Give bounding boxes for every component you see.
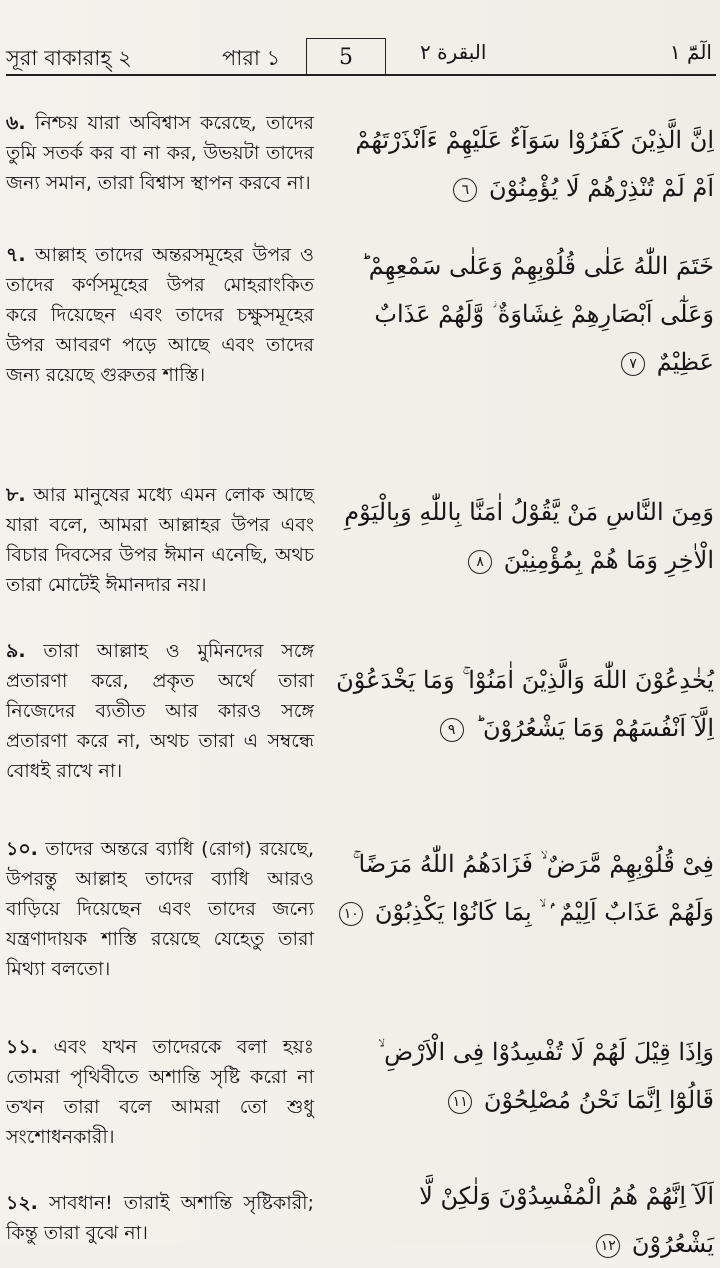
verse-text: নিশ্চয় যারা অবিশ্বাস করেছে, তাদের তুমি সতর্ক কর বা না কর, উভয়টা তাদের জন্য সমান, তারা বিশ্বাস স্থাপন করবে না। bbox=[6, 112, 314, 194]
ar-verse-11 bbox=[330, 1028, 714, 1124]
verse-number: ৯. bbox=[6, 640, 26, 662]
bn-verse-9 bbox=[6, 636, 314, 786]
verse-number: ৮. bbox=[6, 484, 26, 506]
header-divider bbox=[6, 74, 716, 76]
bn-verse-10 bbox=[6, 834, 314, 984]
verse-number: ৭. bbox=[6, 244, 26, 266]
arabic-verse-text: اِنَّ الَّذِيْنَ كَفَرُوْا سَوَآءٌ عَلَيْهِمْ ءَاَنْذَرْتَهُمْ اَمْ لَمْ تُنْذِرْهُمْ لَا يُؤْمِنُوْنَ bbox=[355, 126, 714, 202]
ar-verse-8 bbox=[330, 488, 714, 584]
ayah-number-marker: ١١ bbox=[448, 1090, 472, 1114]
verse-number: ১১. bbox=[6, 1036, 38, 1058]
verse-text: আল্লাহ তাদের অন্তরসমূহের উপর ও তাদের কর্ণসমূহের উপর মোহরাংকিত করে দিয়েছেন এবং তাদের চক্ষুসমূহের উপর আবরণ পড়ে আছে এবং তাদের জন্য রয়েছে গুরুতর শাস্তি। bbox=[6, 244, 315, 386]
verse-number: ১০. bbox=[6, 838, 38, 860]
surah-name: সূরা বাকারাহ্‌ ২ bbox=[6, 46, 132, 70]
ayah-number-marker: ٧ bbox=[621, 352, 645, 376]
page-header bbox=[0, 36, 720, 78]
ayah-number-marker: ٨ bbox=[468, 550, 492, 574]
ar-verse-10 bbox=[330, 840, 714, 936]
para-label: পারা ১ bbox=[222, 46, 281, 70]
arabic-verse-text: فِىْ قُلُوْبِهِمْ مَّرَضٌ ۙ فَزَادَهُمُ اللّٰهُ مَرَضًا ۚ وَلَهُمْ عَذَابٌ اَلِيْمٌ ۢ ۙ بِمَا كَانُوْا يَكْذِبُوْنَ bbox=[352, 850, 714, 926]
verse-text: সাবধান! তারাই অশান্তি সৃষ্টিকারী; কিন্তু তারা বুঝে না। bbox=[6, 1192, 315, 1244]
ayah-number-marker: ٩ bbox=[440, 718, 464, 742]
bn-verse-8 bbox=[6, 480, 314, 600]
ayah-number-marker: ٦ bbox=[453, 178, 477, 202]
arabic-verse-text: وَمِنَ النَّاسِ مَنْ يَّقُوْلُ اٰمَنَّا بِاللّٰهِ وَبِالْيَوْمِ الْاٰخِرِ وَمَا هُمْ بِمُؤْمِنِيْنَ bbox=[344, 498, 714, 574]
ar-verse-6 bbox=[330, 116, 714, 212]
arabic-verse-text: خَتَمَ اللّٰهُ عَلٰى قُلُوْبِهِمْ وَعَلٰى سَمْعِهِمْ ؕ وَعَلٰٓى اَبْصَارِهِمْ غِشَاوَةٌ ؗ وَّلَهُمْ عَذَابٌ عَظِيْمٌ bbox=[361, 252, 714, 376]
ayah-number-marker: ١٠ bbox=[339, 902, 363, 926]
verse-text: তাদের অন্তরে ব্যাধি (রোগ) রয়েছে, উপরন্তু আল্লাহ তাদের ব্যাধি আরও বাড়িয়ে দিয়েছেন এবং তাদের জন্যে যন্ত্রণাদায়ক শাস্তি রয়েছে যেহেতু তারা মিথ্যা বলতো। bbox=[6, 838, 314, 980]
ar-verse-9 bbox=[330, 656, 714, 752]
bn-verse-6 bbox=[6, 108, 314, 198]
verse-text: এবং যখন তাদেরকে বলা হয়ঃ তোমরা পৃথিবীতে অশান্তি সৃষ্টি করো না তখন তারা বলে আমরা তো শুধু সংশোধনকারী। bbox=[6, 1036, 315, 1148]
page-number: 5 bbox=[306, 38, 386, 75]
verse-number: ৬. bbox=[6, 112, 26, 134]
ar-verse-7 bbox=[330, 242, 714, 386]
bn-verse-11 bbox=[6, 1032, 314, 1152]
bn-verse-12 bbox=[6, 1188, 314, 1248]
verse-text: আর মানুষের মধ্যে এমন লোক আছে যারা বলে, আমরা আল্লাহর উপর এবং বিচার দিবসের উপর ঈমান এনেছি, অথচ তারা মোটেই ঈমানদার নয়। bbox=[6, 484, 314, 596]
verse-number: ১২. bbox=[6, 1192, 38, 1214]
arabic-surah-name: البقرة ٢ bbox=[420, 40, 487, 64]
ar-verse-12 bbox=[330, 1172, 714, 1268]
arabic-juz-label: الٓمّٓ ١ bbox=[669, 40, 712, 64]
arabic-verse-text: وَاِذَا قِيْلَ لَهُمْ لَا تُفْسِدُوْا فِى الْاَرْضِ ۙ قَالُوْٓا اِنَّمَا نَحْنُ مُصْلِحُوْنَ bbox=[378, 1038, 714, 1114]
arabic-verse-text: يُخٰدِعُوْنَ اللّٰهَ وَالَّذِيْنَ اٰمَنُوْا ۚ وَمَا يَخْدَعُوْنَ اِلَّآ اَنْفُسَهُمْ وَمَا يَشْعُرُوْنَ ؕ bbox=[336, 666, 714, 742]
ayah-number-marker: ١٢ bbox=[596, 1234, 620, 1258]
bn-verse-7 bbox=[6, 240, 314, 390]
arabic-verse-text: اَلَآ اِنَّهُمْ هُمُ الْمُفْسِدُوْنَ وَلٰكِنْ لَّا يَشْعُرُوْنَ bbox=[419, 1182, 714, 1258]
verse-text: তারা আল্লাহ ও মুমিনদের সঙ্গে প্রতারণা করে, প্রকৃত অর্থে তারা নিজেদের ব্যতীত আর কারও সঙ্গে প্রতারণা করে না, অথচ তারা এ সম্বন্ধে বোধই রাখে না। bbox=[6, 640, 314, 782]
